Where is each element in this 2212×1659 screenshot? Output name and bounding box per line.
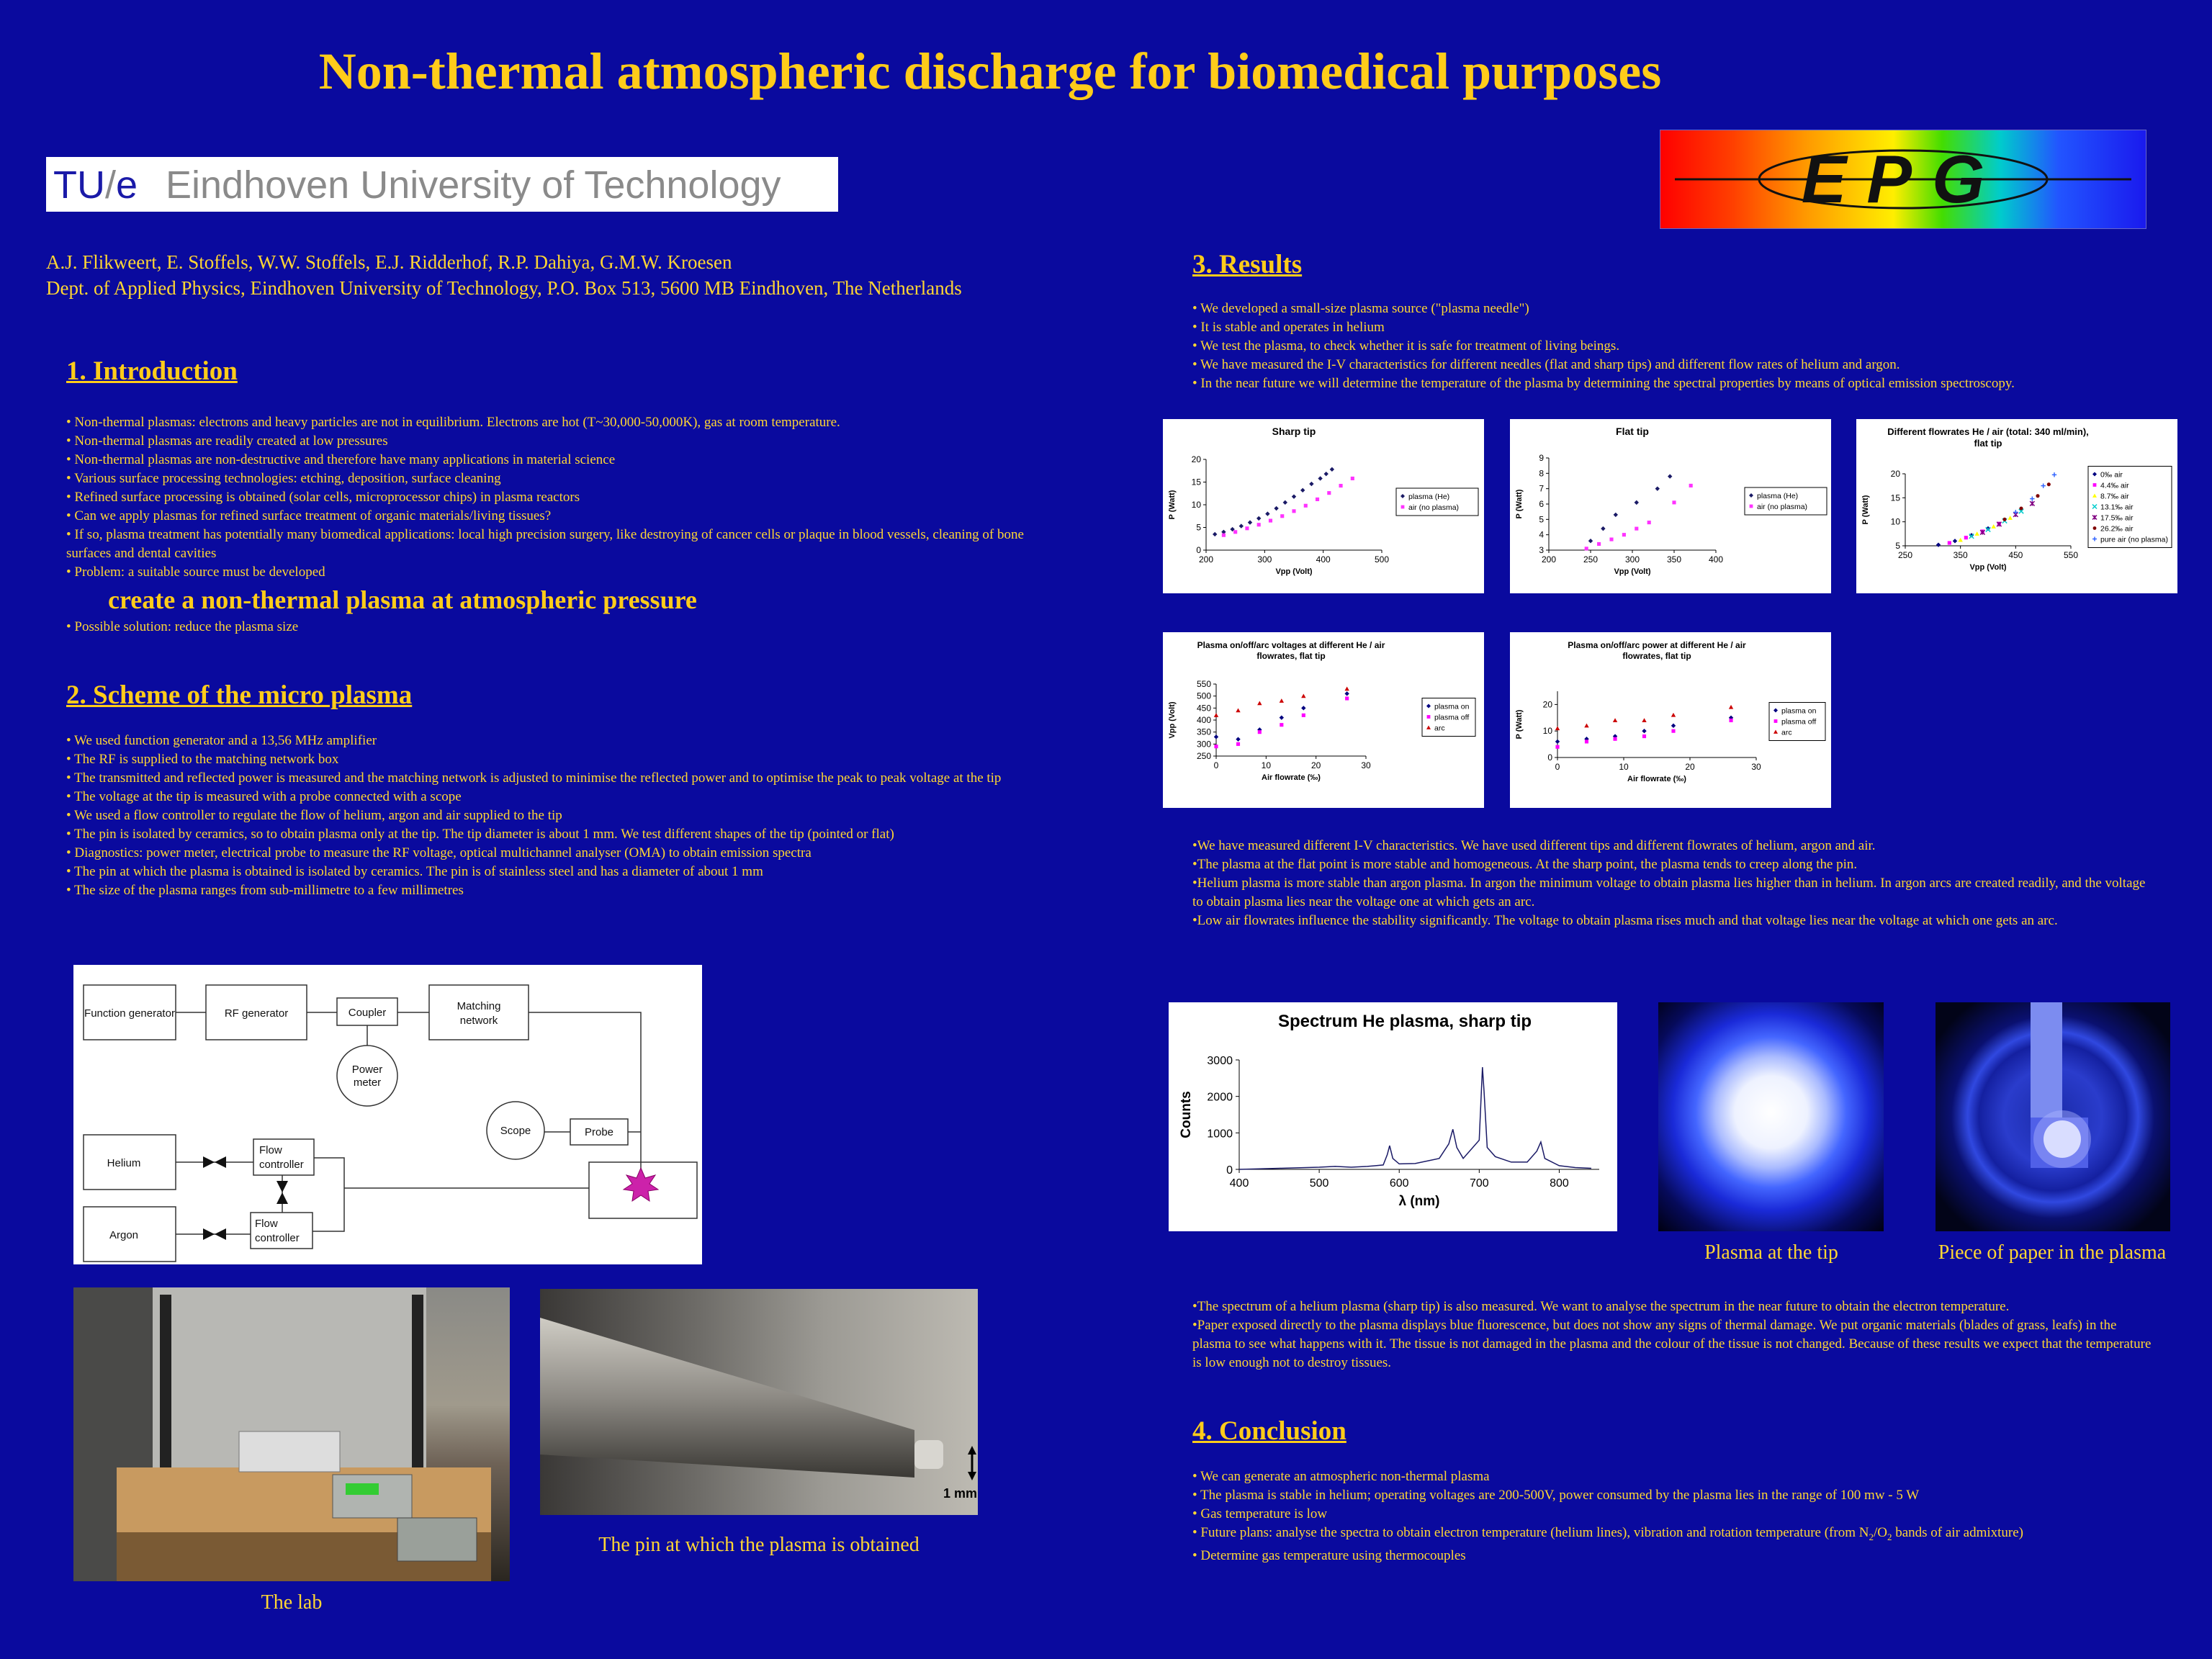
diagram-label: Helium — [107, 1157, 141, 1169]
x-tick-label: 700 — [1469, 1177, 1489, 1190]
y-tick-label: 350 — [1196, 727, 1211, 737]
data-point — [1642, 729, 1646, 733]
lab-caption: The lab — [261, 1591, 323, 1614]
legend-label: plasma on — [1434, 702, 1470, 711]
tue-slash: / — [104, 163, 116, 207]
y-tick-label: 500 — [1196, 691, 1211, 701]
y-tick-label: 20 — [1191, 454, 1201, 464]
data-point — [2019, 506, 2023, 510]
x-tick-label: 500 — [1374, 554, 1390, 565]
y-axis-label: Counts — [1179, 1091, 1194, 1138]
epg-text: EPG — [1801, 141, 2005, 217]
finding: •The plasma at the flat point is more stable and homogeneous. At the sharp point, the plasma tends to creep along the pin. — [1192, 857, 1858, 872]
y-tick-label: 6 — [1539, 499, 1544, 509]
data-point — [1309, 482, 1313, 486]
data-point — [1233, 530, 1237, 534]
data-point — [1597, 542, 1601, 546]
data-point — [1214, 745, 1218, 748]
y-axis-label: P (Watt) — [1515, 709, 1524, 739]
valve-icon — [276, 1181, 288, 1192]
chart-svg — [1163, 419, 1484, 593]
list-item: • Determine gas temperature using thermocouples — [1192, 1547, 1466, 1563]
data-point — [1953, 539, 1957, 543]
x-tick-label: 400 — [1316, 554, 1331, 565]
data-point — [1274, 506, 1278, 511]
y-tick-label: 250 — [1196, 751, 1211, 761]
x-tick-label: 800 — [1550, 1177, 1569, 1190]
legend-label: pure air (no plasma) — [2100, 535, 2168, 544]
list-item: • The pin is isolated by ceramics, so to obtain plasma only at the tip. The tip diameter is about 1 mm. We test different shapes of the tip (pointed or flat) — [66, 827, 894, 842]
diagram-label: controller — [255, 1232, 300, 1244]
chart-flowrates — [1856, 419, 2177, 593]
valve-icon — [203, 1228, 215, 1240]
chart-svg — [1163, 632, 1484, 808]
diagram-label: Scope — [500, 1125, 531, 1137]
x-tick-label: 20 — [1685, 762, 1695, 772]
chart-svg — [1510, 632, 1831, 808]
data-point — [1256, 516, 1261, 521]
chart-title: Flat tip — [1616, 426, 1649, 437]
x-tick-label: 30 — [1361, 760, 1371, 770]
data-point — [1280, 723, 1283, 727]
list-item: • Diagnostics: power meter, electrical probe to measure the RF voltage, optical multichannel analyser (OMA) to obtain emission spectra — [66, 845, 811, 860]
y-tick-label: 20 — [1890, 469, 1900, 479]
y-tick-label: 10 — [1191, 500, 1201, 510]
intro-solution: • Possible solution: reduce the plasma size — [66, 619, 299, 634]
y-tick-label: 15 — [1890, 493, 1900, 503]
diagram-label: Flow — [259, 1144, 282, 1156]
data-point — [1301, 693, 1305, 698]
data-point — [1614, 513, 1618, 517]
epg-logo — [1660, 130, 2146, 229]
data-point — [1729, 719, 1732, 722]
legend-label: 26.2‰ air — [2100, 524, 2134, 534]
y-tick-label: 10 — [1890, 516, 1900, 527]
pin-caption: The pin at which the plasma is obtained — [598, 1534, 920, 1556]
diagram-label: Power — [351, 1064, 383, 1076]
diagram-label: Function generator — [84, 1007, 175, 1020]
x-tick-label: 10 — [1261, 760, 1272, 770]
data-point — [1292, 494, 1296, 498]
y-axis-label: P (Watt) — [1515, 489, 1524, 519]
x-axis-label: Vpp (Volt) — [1969, 563, 2007, 572]
list-item: • We have measured the I-V characteristics for different needles (flat and sharp tips) and different flow rates of helium and argon. — [1192, 357, 1900, 372]
chart-title: Sharp tip — [1272, 426, 1316, 437]
data-point — [1936, 542, 1941, 547]
future-text: • Future plans: analyse the spectra to obtain electron temperature (helium lines), vibration and rotation temperature (from N — [1192, 1525, 1869, 1540]
data-point — [1635, 527, 1638, 531]
data-point — [1214, 734, 1218, 739]
y-tick-label: 0 — [1547, 752, 1552, 763]
x-tick-label: 10 — [1619, 762, 1629, 772]
conclusion-bullets — [1192, 1467, 2186, 1565]
y-tick-label: 1000 — [1207, 1128, 1233, 1141]
data-point — [1672, 500, 1676, 504]
list-item: • The voltage at the tip is measured with a probe connected with a scope — [66, 789, 462, 804]
legend-label: 8.7‰ air — [2100, 492, 2129, 501]
pin-photo-image — [540, 1289, 978, 1515]
data-point — [1269, 518, 1272, 522]
list-item: • The pin at which the plasma is obtained is isolated by ceramics. The pin is of stainless steel and has a diameter of about 1 mm — [66, 864, 763, 879]
data-point — [2002, 518, 2006, 521]
data-point — [1555, 726, 1560, 730]
y-axis-label: P (Watt) — [1861, 495, 1870, 525]
diagram-label: Matching — [457, 1000, 501, 1012]
x-tick-label: 400 — [1229, 1177, 1249, 1190]
x-tick-label: 300 — [1624, 554, 1640, 565]
legend-label: 0‰ air — [2100, 470, 2123, 480]
y-tick-label: 2000 — [1207, 1091, 1233, 1104]
author-block — [46, 249, 962, 301]
diagram-label: Coupler — [348, 1007, 387, 1019]
chart-sharp-tip — [1163, 419, 1484, 593]
data-point — [1671, 729, 1675, 733]
scheme-bullets — [66, 732, 1046, 900]
y-tick-label: 550 — [1196, 679, 1211, 689]
data-point — [1668, 474, 1672, 478]
x-tick-label: 350 — [1666, 554, 1682, 565]
list-item: • The plasma is stable in helium; operating voltages are 200-500V, power consumed by the plasma lies in the range of 100 mw - 5 W — [1192, 1488, 1920, 1503]
photo-paper-caption: Piece of paper in the plasma — [1938, 1241, 2167, 1264]
legend-label: plasma (He) — [1408, 493, 1450, 501]
note: •Paper exposed directly to the plasma displays blue fluorescence, but does not show any signs of thermal damage. We put organic materials (blades of grass, leafs) in the plasma to see what happens with it. The tissue is not damaged in the plasma and the colour of the tissue is not changed. Because of these results we expect that the temperature is low enough not to destroy tissues. — [1192, 1318, 2152, 1370]
data-point — [1991, 524, 1995, 529]
chart-title: Plasma on/off/arc voltages at different He / air — [1197, 640, 1385, 650]
x-tick-label: 450 — [2008, 550, 2023, 560]
data-point — [1214, 713, 1218, 717]
photo-paper-plasma — [1936, 1002, 2170, 1231]
data-point — [1948, 541, 1951, 544]
data-point — [1671, 713, 1676, 717]
intro-heading: 1. Introduction — [66, 356, 238, 386]
data-point — [1427, 715, 1431, 719]
chart-svg — [1169, 1002, 1617, 1231]
legend-label: plasma (He) — [1757, 492, 1799, 500]
data-point — [1257, 701, 1262, 705]
y-tick-label: 3 — [1539, 545, 1544, 555]
legend-label: plasma off — [1434, 713, 1470, 722]
x-tick-label: 600 — [1389, 1177, 1409, 1190]
list-item: • In the near future we will determine the temperature of the plasma by determining the spectral properties by means of optical emission spectroscopy. — [1192, 376, 2015, 391]
y-tick-label: 4 — [1539, 529, 1544, 540]
data-point — [1774, 719, 1778, 723]
y-tick-label: 400 — [1196, 715, 1211, 725]
diagram-label: network — [459, 1015, 498, 1027]
data-point — [2030, 501, 2034, 505]
x-axis-label: Vpp (Volt) — [1275, 567, 1313, 576]
data-point — [2030, 496, 2034, 500]
legend-label: 17.5‰ air — [2100, 513, 2134, 523]
tue-e: e — [116, 163, 138, 207]
tue-logo-mark — [53, 163, 138, 207]
data-point — [1316, 498, 1319, 501]
tue-logo — [46, 157, 838, 212]
chart-title: Spectrum He plasma, sharp tip — [1277, 1012, 1532, 1031]
conclusion-heading: 4. Conclusion — [1192, 1416, 1346, 1446]
power-meter-circle — [337, 1046, 397, 1106]
list-item: • Can we apply plasmas for refined surface treatment of organic materials/living tissues? — [66, 508, 552, 523]
diagram-label: meter — [353, 1076, 382, 1089]
chart-spectrum — [1169, 1002, 1617, 1231]
y-tick-label: 0 — [1196, 545, 1201, 555]
chart-title: Plasma on/off/arc power at different He / air — [1568, 640, 1746, 650]
future-text: bands of air admixture) — [1892, 1525, 2024, 1540]
chart-title: flowrates, flat tip — [1256, 651, 1326, 661]
list-item: • We developed a small-size plasma source ("plasma needle") — [1192, 301, 1529, 316]
list-item: • Problem: a suitable source must be developed — [66, 565, 325, 580]
x-tick-label: 0 — [1555, 762, 1560, 772]
data-point — [1248, 520, 1252, 524]
data-point — [1257, 523, 1261, 526]
subscript: 2 — [1887, 1531, 1892, 1542]
data-point — [2013, 510, 2018, 514]
legend-label: plasma off — [1781, 717, 1817, 727]
x-tick-label: 200 — [1541, 554, 1557, 565]
valve-icon — [203, 1156, 215, 1168]
results-heading: 3. Results — [1192, 250, 1303, 279]
data-point — [2093, 526, 2097, 530]
data-point — [1213, 532, 1217, 536]
matching-network-box — [429, 985, 529, 1040]
finding: •We have measured different I-V characteristics. We have used different tips and different flowrates of helium, argon and air. — [1192, 838, 1876, 853]
chart-voltages — [1163, 632, 1484, 808]
intro-emphasis: create a non-thermal plasma at atmospheric pressure — [108, 585, 697, 614]
lab-photo — [73, 1287, 510, 1581]
data-point — [1304, 504, 1308, 508]
list-item: • We used a flow controller to regulate the flow of helium, argon and air supplied to the tip — [66, 808, 562, 823]
data-point — [1588, 539, 1593, 543]
finding: •Low air flowrates influence the stability significantly. The voltage to obtain plasma rises much and that voltage lies near the voltage at which one gets an arc. — [1192, 913, 2058, 928]
data-point — [1642, 734, 1646, 738]
tue-name: Eindhoven University of Technology — [166, 163, 781, 207]
legend-label: air (no plasma) — [1757, 503, 1808, 511]
data-point — [1585, 739, 1588, 743]
x-tick-label: 0 — [1213, 760, 1219, 770]
list-item: • Non-thermal plasmas are readily created at low pressures — [66, 433, 388, 449]
data-point — [1280, 715, 1284, 719]
data-point — [1280, 698, 1284, 703]
data-point — [1584, 724, 1588, 728]
list-item: • We can generate an atmospheric non-thermal plasma — [1192, 1469, 1490, 1484]
list-item: • Non-thermal plasmas are non-destructive and therefore have many applications in material science — [66, 452, 616, 467]
chart-flat-tip — [1510, 419, 1831, 593]
diagram-label: RF generator — [224, 1007, 289, 1020]
y-tick-label: 7 — [1539, 483, 1544, 494]
y-tick-label: 450 — [1196, 703, 1211, 714]
list-item: • We used function generator and a 13,56 MHz amplifier — [66, 733, 377, 748]
legend-label: air (no plasma) — [1408, 503, 1460, 512]
x-axis-label: Air flowrate (‰) — [1627, 775, 1686, 783]
results-findings — [1192, 837, 2150, 930]
data-point — [1318, 476, 1322, 480]
y-tick-label: 9 — [1539, 453, 1544, 463]
data-point — [1613, 737, 1617, 741]
list-item: • The RF is supplied to the matching network box — [66, 752, 339, 767]
data-point — [2008, 516, 2012, 520]
data-point — [1622, 533, 1626, 536]
data-point — [2093, 483, 2097, 487]
list-item: • Gas temperature is low — [1192, 1506, 1328, 1521]
plasma-star-icon — [624, 1168, 658, 1201]
scheme-heading: 2. Scheme of the micro plasma — [66, 680, 413, 710]
list-item — [1192, 1524, 2186, 1547]
data-point — [2036, 494, 2039, 498]
legend-label: arc — [1434, 724, 1445, 733]
data-point — [1555, 745, 1559, 749]
x-tick-label: 30 — [1751, 762, 1761, 772]
data-point — [1300, 488, 1305, 493]
x-tick-label: 500 — [1309, 1177, 1329, 1190]
diagram-label: Probe — [584, 1126, 614, 1138]
data-point — [1750, 505, 1753, 508]
data-point — [1236, 708, 1240, 712]
y-tick-label: 0 — [1226, 1164, 1233, 1177]
data-point — [1964, 536, 1968, 539]
data-point — [1327, 491, 1331, 495]
spectrum-notes — [1192, 1298, 2157, 1372]
data-point — [1236, 742, 1240, 746]
data-point — [1613, 718, 1617, 722]
data-point — [2052, 472, 2056, 477]
y-tick-label: 15 — [1191, 477, 1201, 487]
data-point — [1647, 521, 1651, 524]
x-tick-label: 550 — [2063, 550, 2079, 560]
x-tick-label: 200 — [1198, 554, 1214, 565]
x-tick-label: 20 — [1310, 760, 1321, 770]
data-point — [1344, 691, 1349, 696]
list-item: • Non-thermal plasmas: electrons and heavy particles are not in equilibrium. Electrons are hot (T~30,000-50,000K), gas at room temperature. — [66, 415, 840, 430]
legend-label: 13.1‰ air — [2100, 503, 2134, 512]
data-point — [1339, 484, 1343, 487]
y-tick-label: 300 — [1196, 739, 1211, 750]
data-point — [1601, 526, 1605, 531]
y-axis-label: Vpp (Volt) — [1168, 701, 1177, 739]
list-item: • Refined surface processing is obtained (solar cells, microprocessor chips) in plasma reactors — [66, 490, 580, 505]
data-point — [1655, 486, 1660, 490]
legend-label: plasma on — [1781, 706, 1817, 716]
chart-title: flowrates, flat tip — [1622, 651, 1691, 661]
list-item: • It is stable and operates in helium — [1192, 320, 1385, 335]
y-tick-label: 20 — [1542, 699, 1552, 710]
setup-diagram — [73, 965, 702, 1264]
data-point — [1283, 500, 1287, 505]
x-tick-label: 350 — [1953, 550, 1968, 560]
chart-title: flat tip — [1974, 438, 2002, 449]
y-tick-label: 3000 — [1207, 1055, 1233, 1067]
data-point — [1642, 718, 1646, 722]
legend-label: arc — [1781, 728, 1792, 737]
data-point — [2041, 483, 2045, 487]
data-point — [2047, 482, 2051, 486]
data-point — [1344, 686, 1349, 691]
data-point — [1609, 538, 1613, 541]
data-point — [1239, 523, 1244, 528]
data-point — [1258, 730, 1262, 734]
affiliation: Dept. of Applied Physics, Eindhoven University of Technology, P.O. Box 513, 5600 MB Eindhoven, The Netherlands — [46, 277, 962, 299]
x-tick-label: 250 — [1583, 554, 1599, 565]
data-point — [1974, 531, 1979, 536]
y-axis-label: P (Watt) — [1168, 490, 1177, 520]
pin-photo — [540, 1289, 978, 1515]
data-point — [1671, 724, 1676, 728]
note: •The spectrum of a helium plasma (sharp tip) is also measured. We want to analyse the spectrum in the near future to obtain the electron temperature. — [1192, 1299, 2010, 1314]
finding: •Helium plasma is more stable than argon plasma. In argon the minimum voltage to obtain plasma lies higher than in helium. In argon arcs are created readily, and the voltage to obtain plasma lies near the voltage one at which gets an arc. — [1192, 876, 2146, 909]
photo-plasma-tip-caption: Plasma at the tip — [1704, 1241, 1838, 1264]
list-item: • The size of the plasma ranges from sub-millimetre to a few millimetres — [66, 883, 464, 898]
pin-scale-label: 1 mm — [943, 1486, 978, 1501]
data-point — [1729, 705, 1733, 709]
authors: A.J. Flikweert, E. Stoffels, W.W. Stoffels, E.J. Ridderhof, R.P. Dahiya, G.M.W. Kroesen — [46, 251, 732, 273]
data-point — [1958, 538, 1962, 542]
data-point — [1302, 714, 1305, 717]
diagram-label: Argon — [109, 1229, 139, 1241]
data-point — [1401, 505, 1405, 509]
x-tick-label: 400 — [1708, 554, 1724, 565]
chart-title: Different flowrates He / air (total: 340 ml/min), — [1887, 426, 2089, 437]
tue-tu: TU — [53, 163, 105, 207]
x-tick-label: 300 — [1257, 554, 1272, 565]
data-point — [1292, 509, 1295, 513]
list-item: • Various surface processing technologies: etching, deposition, surface cleaning — [66, 471, 501, 486]
results-bullets — [1192, 300, 2186, 393]
poster-title: Non-thermal atmospheric discharge for biomedical purposes — [318, 42, 1662, 100]
list-item: • The transmitted and reflected power is measured and the matching network is adjusted to minimise the reflected power and to optimise the peak to peak voltage at the tip — [66, 770, 1002, 786]
paper-photo-image — [1936, 1002, 2170, 1231]
legend-label: 4.4‰ air — [2100, 481, 2129, 490]
future-text: /O — [1873, 1525, 1887, 1540]
y-tick-label: 5 — [1196, 522, 1201, 533]
y-tick-label: 5 — [1539, 514, 1544, 525]
data-point — [1301, 706, 1305, 710]
data-point — [1585, 547, 1588, 550]
data-point — [1280, 514, 1284, 518]
data-point — [1555, 739, 1560, 744]
data-point — [1330, 467, 1334, 472]
list-item: • If so, plasma treatment has potentially many biomedical applications: local high precision surgery, like destroying of cancer cells or plaque in blood vessels, cleaning of bone surfaces and dental cavities — [66, 527, 1024, 561]
diagram-label: Flow — [255, 1218, 278, 1230]
data-point — [1222, 534, 1226, 537]
y-tick-label: 5 — [1895, 541, 1900, 551]
data-point — [1351, 477, 1354, 480]
x-tick-label: 250 — [1897, 550, 1913, 560]
chart-svg — [1856, 419, 2177, 593]
data-point — [1635, 500, 1639, 505]
data-point — [1265, 511, 1269, 516]
x-axis-label: λ (nm) — [1398, 1194, 1440, 1209]
intro-bullets — [66, 413, 1046, 582]
photo-plasma-tip — [1658, 1002, 1884, 1231]
chart-power — [1510, 632, 1831, 808]
data-point — [1324, 472, 1328, 476]
y-tick-label: 10 — [1542, 726, 1552, 737]
diagram-label: controller — [259, 1159, 304, 1171]
x-axis-label: Air flowrate (‰) — [1262, 773, 1321, 782]
chart-svg — [1510, 419, 1831, 593]
lab-photo-image — [73, 1287, 510, 1581]
data-point — [1689, 484, 1693, 487]
x-axis-label: Vpp (Volt) — [1614, 567, 1651, 576]
data-point — [1236, 737, 1240, 741]
list-item: • We test the plasma, to check whether it is safe for treatment of living beings. — [1192, 338, 1620, 354]
data-point — [1245, 526, 1249, 530]
data-point — [1345, 696, 1349, 700]
spectrum-line — [1239, 1067, 1591, 1169]
y-tick-label: 8 — [1539, 468, 1544, 479]
subscript: 2 — [1869, 1531, 1874, 1542]
